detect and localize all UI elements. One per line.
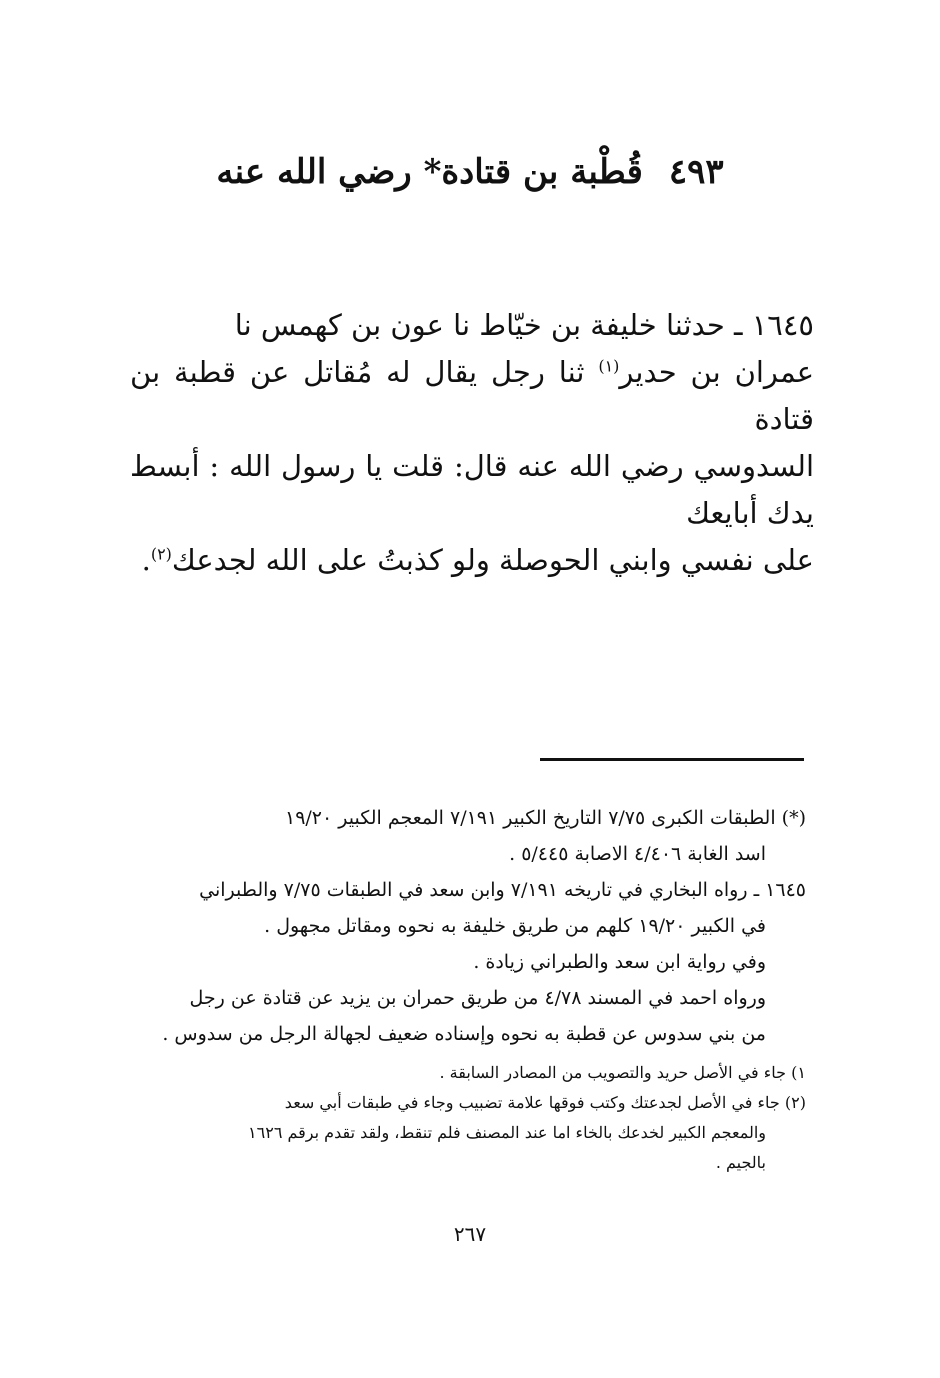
chapter-heading (120, 150, 820, 194)
chapter-title-text: قُطْبة بن قتادة* رضي الله عنه (216, 152, 643, 192)
editor-notes (130, 1058, 806, 1178)
note-line: (٢) جاء في الأصل لجدعتك وكتب فوقها علامة تضبيب وجاء في طبقات أبي سعد (284, 1093, 806, 1112)
note-line: ١) جاء في الأصل حريد والتصويب من المصادر السابقة . (439, 1063, 806, 1082)
footnote-line: ١٦٤٥ ـ رواه البخاري في تاريخه ٧/١٩١ وابن سعد في الطبقات ٧/٧٥ والطبراني (199, 879, 806, 901)
footnote-ref-1: (١) (598, 356, 620, 376)
hadith-line: عمران بن حدير$^{(١)}$ ثنا رجل يقال له مُقاتل عن قطبة بن قتادة (130, 355, 815, 436)
hadith-text (130, 302, 814, 584)
chapter-number: ٤٩٣ (668, 152, 724, 192)
note-line: والمعجم الكبير لخدعك بالخاء اما عند المصنف فلم تنقط، ولقد تقدم برقم ١٦٢٦ (248, 1123, 766, 1142)
footnote-line: في الكبير ١٩/٢٠ كلهم من طريق خليفة به نحوه ومقاتل مجهول . (264, 915, 766, 937)
hadith-line: ١٦٤٥ ـ حدثنا خليفة بن خيّاط نا عون بن كهمس نا (234, 308, 814, 342)
hadith-line: السدوسي رضي الله عنه قال: قلت يا رسول الله : أبسط يدك أبايعك (130, 449, 814, 530)
footnote-line: ورواه احمد في المسند ٤/٧٨ من طريق حمران بن يزيد عن قتادة عن رجل (189, 987, 766, 1009)
footnote-line: اسد الغابة ٤/٤٠٦ الاصابة ٥/٤٤٥ . (509, 843, 766, 865)
footnote-line: (*) الطبقات الكبرى ٧/٧٥ التاريخ الكبير ٧/١٩١ المعجم الكبير ١٩/٢٠ (285, 807, 806, 829)
footnote-line: وفي رواية ابن سعد والطبراني زيادة . (473, 951, 766, 973)
footnote-line: من بني سدوس عن قطبة به نحوه وإسناده ضعيف لجهالة الرجل من سدوس . (162, 1023, 766, 1045)
footnotes (130, 800, 806, 1178)
page-number: ٢٦٧ (453, 1222, 487, 1246)
note-line: بالجيم . (715, 1153, 766, 1172)
hadith-line: على نفسي وابني الحوصلة ولو كذبتُ على الله لجدعك$^{(٢)}$. (141, 543, 814, 577)
footnote-separator (540, 758, 804, 761)
footnote-ref-2: (٢) (150, 544, 172, 564)
